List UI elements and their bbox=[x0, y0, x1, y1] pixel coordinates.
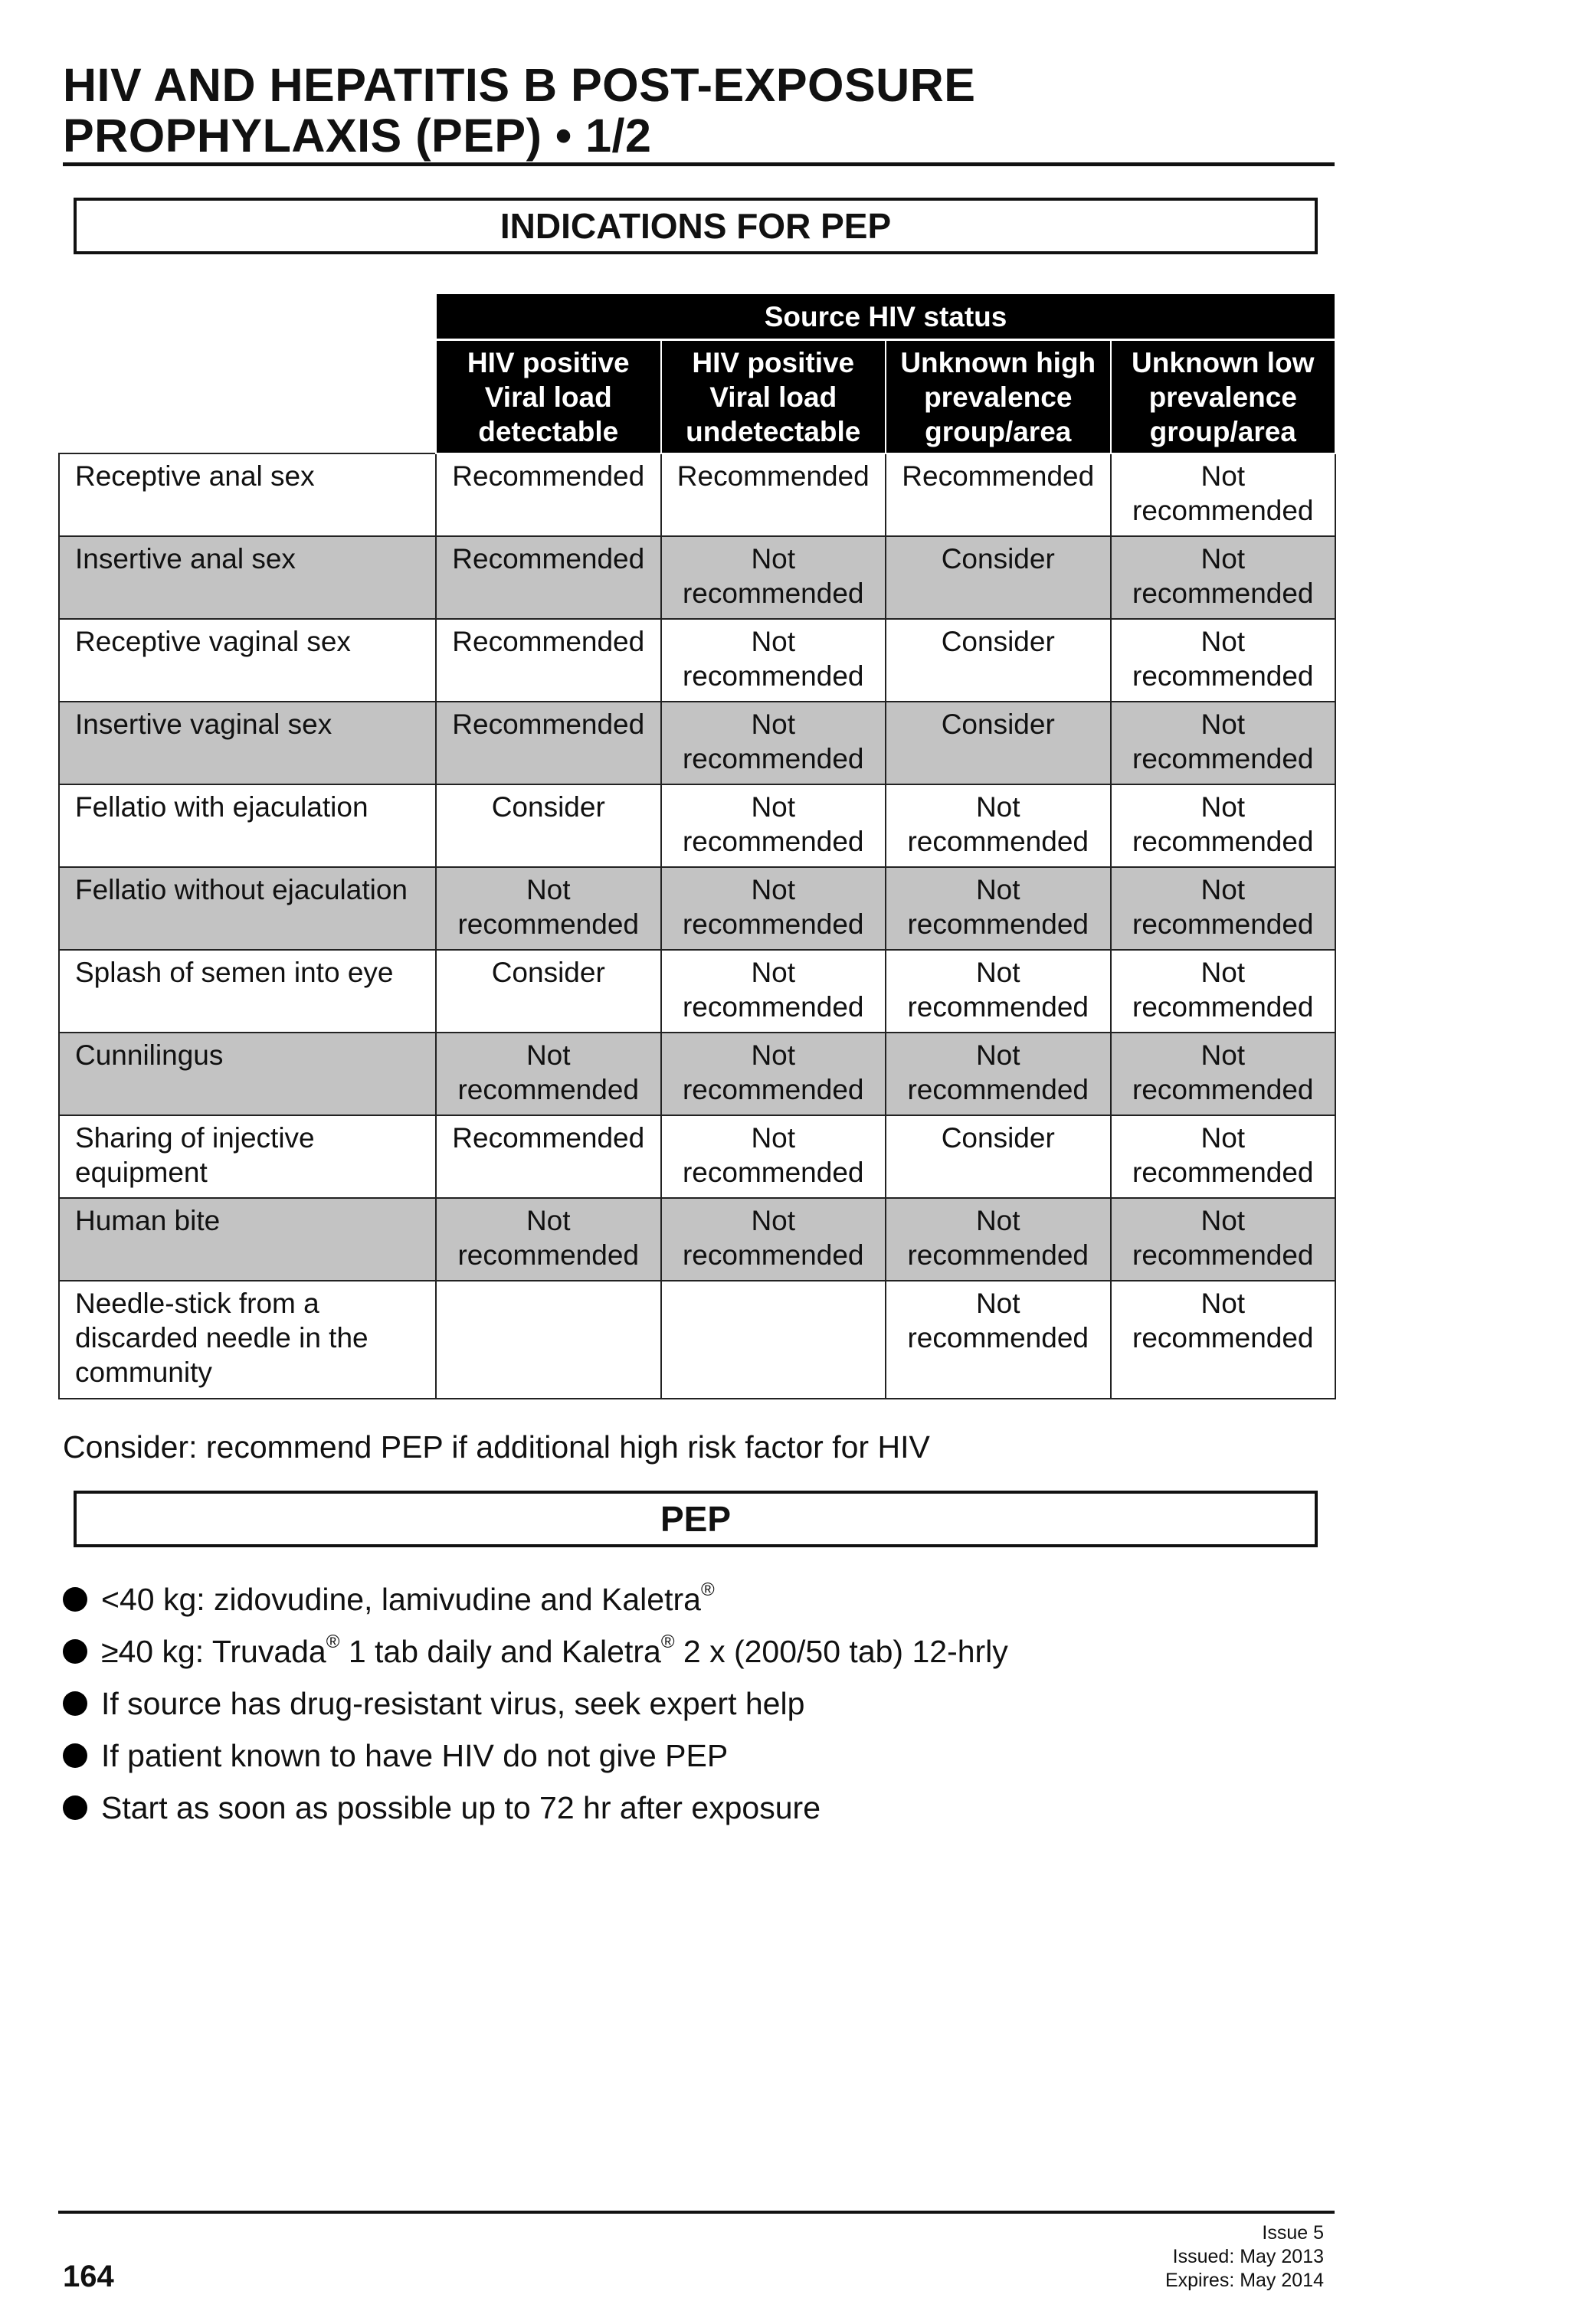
value-cell: Consider bbox=[886, 619, 1111, 702]
bullet-text: ≥40 kg: Truvada® 1 tab daily and Kaletra® 2 x (200/50 tab) 12-hrly bbox=[101, 1631, 1008, 1669]
list-item bbox=[63, 1782, 1008, 1834]
value-cell: Not recommended bbox=[661, 702, 886, 784]
pep-bullet-list bbox=[63, 1573, 1008, 1834]
expiry-date: Expires: May 2014 bbox=[1164, 2270, 1324, 2291]
value-cell: Not recommended bbox=[1111, 1115, 1336, 1198]
value-cell: Not recommended bbox=[436, 867, 661, 950]
exposure-cell: Receptive vaginal sex bbox=[59, 619, 436, 702]
pep-heading-box bbox=[74, 1491, 1318, 1547]
value-cell: Recommended bbox=[436, 619, 661, 702]
indications-heading: INDICATIONS FOR PEP bbox=[500, 206, 892, 246]
issue-info bbox=[1165, 2221, 1324, 2293]
value-cell: Not recommended bbox=[886, 1281, 1111, 1399]
value-cell: Not recommended bbox=[886, 1198, 1111, 1281]
issued-date: Issued: May 2013 bbox=[1172, 2246, 1324, 2267]
indications-table bbox=[58, 294, 1336, 1399]
value-cell: Not recommended bbox=[661, 1033, 886, 1115]
table-row bbox=[59, 619, 1335, 702]
bullet-icon bbox=[63, 1691, 87, 1716]
bullet-icon bbox=[63, 1587, 87, 1612]
title-divider bbox=[63, 162, 1335, 166]
value-cell: Not recommended bbox=[661, 1115, 886, 1198]
value-cell: Not recommended bbox=[886, 784, 1111, 867]
value-cell: Not recommended bbox=[436, 1198, 661, 1281]
value-cell: Not recommended bbox=[1111, 619, 1336, 702]
value-cell: Not recommended bbox=[436, 1033, 661, 1115]
value-cell: Not recommended bbox=[1111, 536, 1336, 619]
table-row bbox=[59, 1033, 1335, 1115]
value-cell: Consider bbox=[886, 1115, 1111, 1198]
exposure-cell: Insertive vaginal sex bbox=[59, 702, 436, 784]
value-cell: Not recommended bbox=[1111, 1033, 1336, 1115]
value-cell: Not recommended bbox=[886, 1033, 1111, 1115]
exposure-cell: Receptive anal sex bbox=[59, 453, 436, 536]
consider-note: Consider: recommend PEP if additional high risk factor for HIV bbox=[63, 1429, 930, 1465]
table-row bbox=[59, 1115, 1335, 1198]
bullet-text: <40 kg: zidovudine, lamivudine and Kaletra® bbox=[101, 1579, 715, 1617]
table-row bbox=[59, 950, 1335, 1033]
exposure-cell: Fellatio with ejaculation bbox=[59, 784, 436, 867]
table-column-header-row bbox=[59, 340, 1335, 454]
page-title bbox=[63, 60, 1335, 161]
indications-heading-box bbox=[74, 198, 1318, 254]
table-row bbox=[59, 536, 1335, 619]
value-cell: Recommended bbox=[886, 453, 1111, 536]
footer-divider bbox=[58, 2211, 1335, 2214]
table-row bbox=[59, 867, 1335, 950]
value-cell: Not recommended bbox=[661, 536, 886, 619]
value-cell: Not recommended bbox=[1111, 867, 1336, 950]
list-item bbox=[63, 1625, 1008, 1678]
value-cell: Consider bbox=[436, 784, 661, 867]
table-corner-cell bbox=[59, 294, 436, 340]
value-cell: Not recommended bbox=[886, 867, 1111, 950]
exposure-cell: Sharing of injective equipment bbox=[59, 1115, 436, 1198]
value-cell: Not recommended bbox=[1111, 784, 1336, 867]
bullet-icon bbox=[63, 1639, 87, 1664]
column-header-hiv-positive-undetectable: HIV positive Viral load undetectable bbox=[661, 340, 886, 454]
value-cell: Consider bbox=[886, 702, 1111, 784]
value-cell: Not recommended bbox=[1111, 1198, 1336, 1281]
value-cell: Recommended bbox=[436, 453, 661, 536]
issue-number: Issue 5 bbox=[1262, 2222, 1324, 2244]
bullet-text: Start as soon as possible up to 72 hr after exposure bbox=[101, 1789, 821, 1825]
page-title-line-1: HIV AND HEPATITIS B POST-EXPOSURE bbox=[63, 59, 976, 111]
column-header-hiv-positive-detectable: HIV positive Viral load detectable bbox=[436, 340, 661, 454]
table-corner-cell bbox=[59, 340, 436, 454]
value-cell: Not recommended bbox=[886, 950, 1111, 1033]
source-hiv-status-header: Source HIV status bbox=[436, 294, 1335, 340]
list-item bbox=[63, 1573, 1008, 1625]
value-cell: Recommended bbox=[661, 453, 886, 536]
column-header-unknown-low-prevalence: Unknown low prevalence group/area bbox=[1111, 340, 1336, 454]
pep-heading: PEP bbox=[660, 1499, 732, 1539]
value-cell: Not recommended bbox=[661, 950, 886, 1033]
table-row bbox=[59, 1198, 1335, 1281]
table-row bbox=[59, 784, 1335, 867]
value-cell: Recommended bbox=[436, 536, 661, 619]
exposure-cell: Insertive anal sex bbox=[59, 536, 436, 619]
value-cell: Consider bbox=[436, 950, 661, 1033]
list-item bbox=[63, 1678, 1008, 1730]
value-cell bbox=[661, 1281, 886, 1399]
value-cell: Not recommended bbox=[1111, 453, 1336, 536]
bullet-text: If source has drug-resistant virus, seek expert help bbox=[101, 1685, 805, 1721]
column-header-unknown-high-prevalence: Unknown high prevalence group/area bbox=[886, 340, 1111, 454]
table-row bbox=[59, 1281, 1335, 1399]
value-cell: Consider bbox=[886, 536, 1111, 619]
value-cell: Not recommended bbox=[1111, 702, 1336, 784]
value-cell: Not recommended bbox=[661, 867, 886, 950]
page-number: 164 bbox=[63, 2260, 114, 2293]
exposure-cell: Human bite bbox=[59, 1198, 436, 1281]
exposure-cell: Needle-stick from a discarded needle in the community bbox=[59, 1281, 436, 1399]
value-cell: Not recommended bbox=[1111, 1281, 1336, 1399]
exposure-cell: Cunnilingus bbox=[59, 1033, 436, 1115]
exposure-cell: Fellatio without ejaculation bbox=[59, 867, 436, 950]
bullet-text: If patient known to have HIV do not give PEP bbox=[101, 1737, 729, 1773]
value-cell bbox=[436, 1281, 661, 1399]
bullet-icon bbox=[63, 1743, 87, 1768]
bullet-icon bbox=[63, 1795, 87, 1820]
page-title-line-2: PROPHYLAXIS (PEP) • 1/2 bbox=[63, 110, 652, 162]
table-row bbox=[59, 453, 1335, 536]
value-cell: Not recommended bbox=[661, 784, 886, 867]
list-item bbox=[63, 1730, 1008, 1782]
value-cell: Not recommended bbox=[661, 1198, 886, 1281]
exposure-cell: Splash of semen into eye bbox=[59, 950, 436, 1033]
table-group-header-row bbox=[59, 294, 1335, 340]
table-row bbox=[59, 702, 1335, 784]
value-cell: Recommended bbox=[436, 702, 661, 784]
value-cell: Not recommended bbox=[661, 619, 886, 702]
value-cell: Recommended bbox=[436, 1115, 661, 1198]
value-cell: Not recommended bbox=[1111, 950, 1336, 1033]
